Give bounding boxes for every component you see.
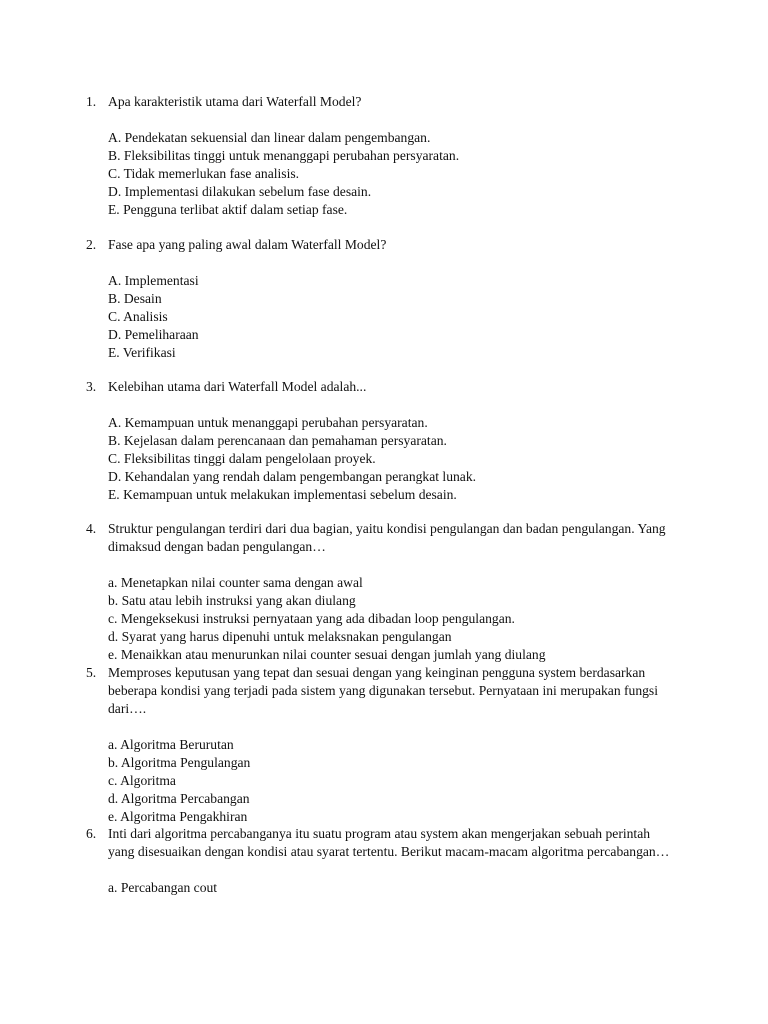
option: A. Pendekatan sekuensial dan linear dalam pengembangan. [108, 130, 431, 145]
option: c. Algoritma [108, 773, 176, 788]
options-list [108, 879, 676, 897]
option: B. Kejelasan dalam perencanaan dan pemahaman persyaratan. [108, 433, 447, 448]
question-number: 1. [86, 94, 97, 109]
question-3 [86, 378, 676, 504]
option: A. Kemampuan untuk menanggapi perubahan persyaratan. [108, 415, 428, 430]
option: a. Percabangan cout [108, 880, 218, 895]
question-2 [86, 236, 676, 362]
option: C. Analisis [108, 309, 168, 324]
option: e. Menaikkan atau menurunkan nilai counter sesuai dengan jumlah yang diulang [108, 647, 546, 662]
options-list [108, 574, 676, 664]
option: b. Algoritma Pengulangan [108, 755, 251, 770]
question-number: 5. [86, 665, 97, 680]
options-list [108, 414, 676, 504]
option: E. Pengguna terlibat aktif dalam setiap fase. [108, 202, 348, 217]
options-list [108, 736, 676, 826]
option: E. Verifikasi [108, 345, 176, 360]
question-text: Apa karakteristik utama dari Waterfall Model? [108, 94, 362, 109]
options-list [108, 129, 676, 219]
question-text: Memproses keputusan yang tepat dan sesuai dengan yang keinginan pengguna system berdasarkan beberapa kondisi yang terjadi pada sistem yang digunakan tersebut. Pernyataan ini merupakan fungsi dari…. [108, 665, 659, 716]
question-text: Fase apa yang paling awal dalam Waterfall Model? [108, 237, 387, 252]
question-1 [86, 93, 676, 219]
question-number: 4. [86, 521, 97, 536]
option: D. Pemeliharaan [108, 327, 199, 342]
question-text: Struktur pengulangan terdiri dari dua bagian, yaitu kondisi pengulangan dan badan pengulangan. Yang dimaksud dengan badan pengulangan… [108, 521, 666, 554]
question-number: 2. [86, 237, 97, 252]
option: d. Syarat yang harus dipenuhi untuk melaksnakan pengulangan [108, 629, 452, 644]
option: d. Algoritma Percabangan [108, 791, 250, 806]
option: E. Kemampuan untuk melakukan implementasi sebelum desain. [108, 487, 457, 502]
option: a. Algoritma Berurutan [108, 737, 234, 752]
option: C. Tidak memerlukan fase analisis. [108, 166, 300, 181]
option: D. Kehandalan yang rendah dalam pengembangan perangkat lunak. [108, 469, 477, 484]
question-number: 3. [86, 379, 97, 394]
question-text: Inti dari algoritma percabanganya itu suatu program atau system akan mengerjakan sebuah perintah yang disesuaikan dengan kondisi atau syarat tertentu. Berikut macam-macam algoritma percabangan… [108, 826, 670, 859]
option: e. Algoritma Pengakhiran [108, 809, 248, 824]
option: c. Mengeksekusi instruksi pernyataan yang ada dibadan loop pengulangan. [108, 611, 515, 626]
options-list [108, 272, 676, 362]
question-number: 6. [86, 826, 97, 841]
option: b. Satu atau lebih instruksi yang akan diulang [108, 593, 356, 608]
option: A. Implementasi [108, 273, 199, 288]
option: C. Fleksibilitas tinggi dalam pengelolaan proyek. [108, 451, 376, 466]
option: B. Desain [108, 291, 162, 306]
option: B. Fleksibilitas tinggi untuk menanggapi perubahan persyaratan. [108, 148, 460, 163]
option: a. Menetapkan nilai counter sama dengan awal [108, 575, 363, 590]
question-4 [86, 520, 676, 664]
option: D. Implementasi dilakukan sebelum fase desain. [108, 184, 372, 199]
question-6 [86, 825, 676, 897]
question-5 [86, 664, 676, 826]
question-text: Kelebihan utama dari Waterfall Model adalah... [108, 379, 367, 394]
